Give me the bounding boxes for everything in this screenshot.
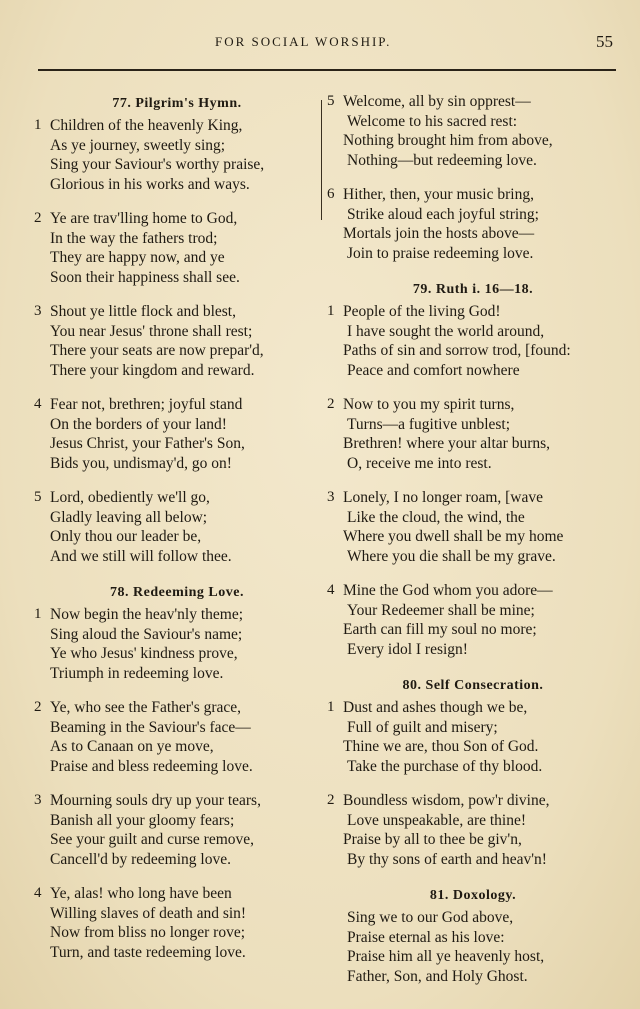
verse-line: Full of guilt and misery;	[347, 718, 498, 736]
verse-line: Dust and ashes though we be,	[343, 699, 528, 716]
verse-line: Banish all your gloomy fears;	[50, 811, 235, 829]
stanza-number: 1	[34, 606, 42, 622]
verse-line: Ye, who see the Father's grace,	[50, 699, 242, 716]
verse-line: Paths of sin and sorrow trod, [found:	[343, 342, 571, 359]
verse-line: Where you dwell shall be my home	[343, 528, 564, 545]
stanza	[34, 488, 320, 566]
stanza-number: 3	[34, 792, 42, 808]
verse-line: Praise by all to thee be giv'n,	[343, 831, 522, 848]
verse-line: Nothing brought him from above,	[343, 132, 553, 149]
stanza	[34, 791, 320, 869]
verse-line: Sing your Saviour's worthy praise,	[50, 156, 265, 173]
verse-line: Only thou our leader be,	[50, 528, 202, 545]
hymn-title: 81. Doxology.	[429, 888, 517, 903]
verse-line: By thy sons of earth and heav'n!	[347, 850, 547, 868]
verse-line: Like the cloud, the wind, the	[347, 508, 525, 526]
verse-line: As ye journey, sweetly sing;	[50, 136, 226, 154]
stanza-number: 3	[34, 303, 42, 319]
stanza	[34, 302, 320, 380]
verse-line: Ye are trav'lling home to God,	[50, 210, 238, 227]
verse-line: Hither, then, your music bring,	[343, 186, 534, 203]
verse-line: Ye, alas! who long have been	[50, 885, 232, 902]
hymn-title: 80. Self Consecration.	[402, 678, 544, 693]
verse-line: Shout ye little flock and blest,	[50, 303, 236, 320]
stanza	[327, 908, 619, 986]
verse-line: Soon their happiness shall see.	[50, 268, 240, 286]
verse-line: Glorious in his works and ways.	[50, 175, 250, 193]
stanza	[327, 395, 619, 473]
stanza-number: 2	[327, 792, 335, 808]
stanza-number: 4	[34, 885, 42, 901]
verse-line: Father, Son, and Holy Ghost.	[347, 967, 528, 985]
verse-line: Where you die shall be my grave.	[347, 547, 556, 565]
verse-line: Mortals join the hosts above—	[343, 225, 535, 242]
verse-line: Join to praise redeeming love.	[347, 244, 534, 262]
verse-line: People of the living God!	[343, 303, 501, 320]
verse-line: Lonely, I no longer roam, [wave	[343, 489, 543, 506]
column-divider	[321, 100, 322, 220]
verse-line: There your kingdom and reward.	[50, 361, 255, 379]
verse-line: Turn, and taste redeeming love.	[50, 943, 246, 961]
verse-line: Praise eternal as his love:	[347, 928, 505, 946]
verse-line: Lord, obediently we'll go,	[50, 489, 210, 506]
verse-line: Your Redeemer shall be mine;	[347, 601, 535, 619]
verse-line: Earth can fill my soul no more;	[343, 621, 537, 638]
stanza	[34, 395, 320, 473]
stanza	[34, 884, 320, 962]
verse-line: Praise and bless redeeming love.	[50, 757, 253, 775]
right-column	[327, 92, 619, 1001]
stanza	[327, 488, 619, 566]
stanza	[327, 92, 619, 170]
stanza-number: 2	[34, 210, 42, 226]
verse-line: As to Canaan on ye move,	[50, 738, 214, 755]
verse-line: Jesus Christ, your Father's Son,	[50, 435, 245, 452]
verse-line: Welcome to his sacred rest:	[347, 112, 518, 130]
verse-line: Boundless wisdom, pow'r divine,	[343, 792, 550, 809]
verse-line: Praise him all ye heavenly host,	[347, 948, 545, 965]
stanza-number: 3	[327, 489, 335, 505]
verse-line: Thine we are, thou Son of God.	[343, 738, 539, 755]
verse-line: Mourning souls dry up your tears,	[50, 792, 261, 809]
stanza-number: 6	[327, 186, 335, 202]
verse-line: Cancell'd by redeeming love.	[50, 850, 231, 868]
hymn-title: 77. Pilgrim's Hymn.	[112, 96, 242, 111]
stanza-number: 5	[34, 489, 42, 505]
stanza-number: 1	[34, 117, 42, 133]
stanza	[327, 791, 619, 869]
verse-line: Now from bliss no longer rove;	[50, 924, 246, 941]
verse-line: And we still will follow thee.	[50, 547, 232, 565]
verse-line: See your guilt and curse remove,	[50, 831, 255, 848]
verse-line: Bids you, undismay'd, go on!	[50, 454, 232, 472]
running-head-title: FOR SOCIAL WORSHIP.	[215, 34, 392, 49]
stanza	[327, 581, 619, 659]
verse-line: Willing slaves of death and sin!	[50, 904, 247, 922]
stanza	[34, 209, 320, 287]
verse-line: Nothing—but redeeming love.	[347, 151, 537, 169]
hymn-title: 79. Ruth i. 16—18.	[412, 282, 534, 297]
stanza-number: 2	[34, 699, 42, 715]
verse-line: There your seats are now prepar'd,	[50, 342, 264, 359]
verse-line: Love unspeakable, are thine!	[347, 811, 527, 829]
running-head	[0, 34, 640, 54]
verse-line: Welcome, all by sin opprest—	[343, 93, 531, 110]
verse-line: Sing aloud the Saviour's name;	[50, 625, 243, 643]
left-column	[34, 92, 320, 977]
page-number: 55	[596, 32, 613, 51]
verse-line: In the way the fathers trod;	[50, 229, 218, 247]
verse-line: Take the purchase of thy blood.	[347, 757, 543, 775]
stanza-number: 4	[34, 396, 42, 412]
stanza-number: 1	[327, 699, 335, 715]
stanza	[327, 698, 619, 776]
stanza-number: 1	[327, 303, 335, 319]
verse-line: On the borders of your land!	[50, 415, 227, 433]
verse-line: Strike aloud each joyful string;	[347, 205, 539, 223]
verse-line: Children of the heavenly King,	[50, 117, 243, 134]
verse-line: Now begin the heav'nly theme;	[50, 606, 244, 623]
verse-line: I have sought the world around,	[347, 322, 545, 340]
verse-line: Brethren! where your altar burns,	[343, 435, 551, 452]
verse-line: Sing we to our God above,	[347, 909, 514, 926]
header-rule	[38, 69, 616, 71]
verse-line: O, receive me into rest.	[347, 454, 492, 472]
verse-line: Peace and comfort nowhere	[347, 361, 520, 379]
verse-line: Ye who Jesus' kindness prove,	[50, 645, 238, 662]
verse-line: You near Jesus' throne shall rest;	[50, 322, 253, 340]
verse-line: Triumph in redeeming love.	[50, 664, 224, 682]
verse-line: Gladly leaving all below;	[50, 508, 208, 526]
stanza	[327, 302, 619, 380]
verse-line: Mine the God whom you adore—	[343, 582, 553, 599]
verse-line: Every idol I resign!	[347, 640, 468, 658]
stanza	[34, 116, 320, 194]
stanza-number: 4	[327, 582, 335, 598]
stanza	[327, 185, 619, 263]
stanza	[34, 698, 320, 776]
verse-line: Beaming in the Saviour's face—	[50, 718, 251, 736]
hymn-title: 78. Redeeming Love.	[110, 585, 244, 600]
verse-line: Turns—a fugitive unblest;	[347, 415, 511, 433]
stanza-number: 2	[327, 396, 335, 412]
verse-line: Now to you my spirit turns,	[343, 396, 515, 413]
stanza-number: 5	[327, 93, 335, 109]
verse-line: Fear not, brethren; joyful stand	[50, 396, 243, 413]
stanza	[34, 605, 320, 683]
verse-line: They are happy now, and ye	[50, 249, 225, 266]
